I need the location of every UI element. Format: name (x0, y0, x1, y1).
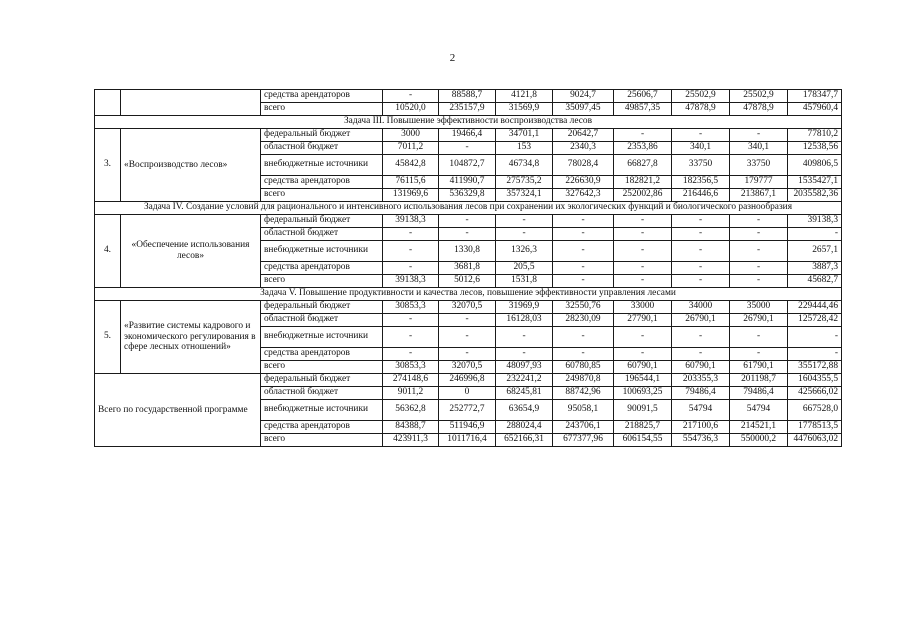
amount-cell: 3887,3 (788, 262, 842, 275)
amount-cell: - (383, 314, 439, 327)
amount-cell: 229444,46 (788, 301, 842, 314)
amount-cell: 235157,9 (439, 103, 496, 116)
amount-cell: - (730, 327, 788, 348)
amount-cell: - (439, 142, 496, 155)
amount-cell: 182356,5 (672, 176, 730, 189)
funding-source: внебюджетные источники (261, 327, 383, 348)
amount-cell: 288024,4 (496, 421, 553, 434)
funding-source: областной бюджет (261, 314, 383, 327)
funding-source: всего (261, 189, 383, 202)
amount-cell: 274148,6 (383, 374, 439, 387)
amount-cell: 31569,9 (496, 103, 553, 116)
amount-cell: - (439, 348, 496, 361)
amount-cell: 550000,2 (730, 434, 788, 447)
amount-cell: 677377,96 (553, 434, 614, 447)
amount-cell: 104872,7 (439, 155, 496, 176)
funding-source: федеральный бюджет (261, 301, 383, 314)
amount-cell: 340,1 (672, 142, 730, 155)
amount-cell: - (672, 215, 730, 228)
amount-cell: 79486,4 (730, 387, 788, 400)
section-name: «Развитие системы кадрового и экономического регулирования в сфере лесных отношений» (121, 301, 261, 374)
amount-cell: 606154,55 (614, 434, 672, 447)
amount-cell: 1531,8 (496, 275, 553, 288)
amount-cell: - (553, 327, 614, 348)
amount-cell: - (496, 215, 553, 228)
amount-cell: 88742,96 (553, 387, 614, 400)
funding-source: внебюджетные источники (261, 400, 383, 421)
amount-cell: 88588,7 (439, 90, 496, 103)
budget-table (94, 89, 842, 447)
amount-cell: 652166,31 (496, 434, 553, 447)
amount-cell: 3000 (383, 129, 439, 142)
section-name-cell (121, 90, 261, 116)
amount-cell: 32070,5 (439, 361, 496, 374)
amount-cell: 411990,7 (439, 176, 496, 189)
task-title-row (95, 202, 842, 215)
amount-cell: 9011,2 (383, 387, 439, 400)
amount-cell: 246996,8 (439, 374, 496, 387)
amount-cell: 131969,6 (383, 189, 439, 202)
funding-source: всего (261, 361, 383, 374)
amount-cell: 217100,6 (672, 421, 730, 434)
amount-cell: - (672, 129, 730, 142)
amount-cell: 214521,1 (730, 421, 788, 434)
amount-cell: 39138,3 (788, 215, 842, 228)
amount-cell: 511946,9 (439, 421, 496, 434)
amount-cell: 203355,3 (672, 374, 730, 387)
amount-cell: 60780,85 (553, 361, 614, 374)
amount-cell: 33750 (672, 155, 730, 176)
funding-source: областной бюджет (261, 228, 383, 241)
amount-cell: 179777 (730, 176, 788, 189)
funding-source: всего (261, 434, 383, 447)
amount-cell: 68245,81 (496, 387, 553, 400)
amount-cell: - (383, 262, 439, 275)
task-title: Задача IV. Создание условий для рационального и интенсивного использования лесов при сохранении их экологических функций и биологического разнообразия (95, 202, 842, 215)
amount-cell: 34701,1 (496, 129, 553, 142)
amount-cell: 226630,9 (553, 176, 614, 189)
amount-cell: - (788, 327, 842, 348)
section-index: 5. (95, 301, 121, 374)
amount-cell: 1778513,5 (788, 421, 842, 434)
amount-cell: 218825,7 (614, 421, 672, 434)
page-number: 2 (449, 52, 456, 64)
amount-cell: - (788, 348, 842, 361)
amount-cell: 340,1 (730, 142, 788, 155)
amount-cell: 355172,88 (788, 361, 842, 374)
amount-cell: 1326,3 (496, 241, 553, 262)
amount-cell: 26790,1 (672, 314, 730, 327)
amount-cell: 3681,8 (439, 262, 496, 275)
funding-source: средства арендаторов (261, 348, 383, 361)
amount-cell: 25502,9 (730, 90, 788, 103)
amount-cell: 4121,8 (496, 90, 553, 103)
amount-cell: - (383, 90, 439, 103)
amount-cell: 33000 (614, 301, 672, 314)
amount-cell: 46734,8 (496, 155, 553, 176)
amount-cell: 409806,5 (788, 155, 842, 176)
amount-cell: 2353,86 (614, 142, 672, 155)
amount-cell: - (614, 348, 672, 361)
amount-cell: 2035582,36 (788, 189, 842, 202)
section-name: «Обеспечение использования лесов» (121, 215, 261, 288)
amount-cell: 243706,1 (553, 421, 614, 434)
funding-source: федеральный бюджет (261, 129, 383, 142)
amount-cell: 25606,7 (614, 90, 672, 103)
funding-source: федеральный бюджет (261, 215, 383, 228)
amount-cell: 45682,7 (788, 275, 842, 288)
amount-cell: 457960,4 (788, 103, 842, 116)
amount-cell: - (383, 228, 439, 241)
amount-cell: 10520,0 (383, 103, 439, 116)
amount-cell: 60790,1 (614, 361, 672, 374)
amount-cell: - (439, 314, 496, 327)
amount-cell: - (553, 275, 614, 288)
amount-cell: - (439, 228, 496, 241)
amount-cell: 60790,1 (672, 361, 730, 374)
amount-cell: - (730, 215, 788, 228)
amount-cell: 536329,8 (439, 189, 496, 202)
amount-cell: - (553, 241, 614, 262)
table-row (95, 90, 842, 103)
amount-cell: 76115,6 (383, 176, 439, 189)
amount-cell: 196544,1 (614, 374, 672, 387)
amount-cell: 35097,45 (553, 103, 614, 116)
amount-cell: 1535427,1 (788, 176, 842, 189)
amount-cell: 63654,9 (496, 400, 553, 421)
amount-cell: 252772,7 (439, 400, 496, 421)
amount-cell: 5012,6 (439, 275, 496, 288)
amount-cell: 27790,1 (614, 314, 672, 327)
amount-cell: 90091,5 (614, 400, 672, 421)
amount-cell: - (439, 215, 496, 228)
amount-cell: 54794 (672, 400, 730, 421)
amount-cell: 16128,03 (496, 314, 553, 327)
table-row (95, 374, 842, 387)
section-index: 3. (95, 129, 121, 202)
amount-cell: - (672, 262, 730, 275)
amount-cell: 30853,3 (383, 361, 439, 374)
amount-cell: 49857,35 (614, 103, 672, 116)
amount-cell: - (383, 241, 439, 262)
amount-cell: 32070,5 (439, 301, 496, 314)
amount-cell: 32550,76 (553, 301, 614, 314)
section-name: «Воспроизводство лесов» (121, 129, 261, 202)
amount-cell: - (553, 228, 614, 241)
amount-cell: 2657,1 (788, 241, 842, 262)
amount-cell: - (730, 275, 788, 288)
funding-source: средства арендаторов (261, 176, 383, 189)
amount-cell: - (672, 241, 730, 262)
amount-cell: 178347,7 (788, 90, 842, 103)
amount-cell: - (553, 348, 614, 361)
amount-cell: 20642,7 (553, 129, 614, 142)
funding-source: средства арендаторов (261, 421, 383, 434)
amount-cell: 39138,3 (383, 215, 439, 228)
amount-cell: 84388,7 (383, 421, 439, 434)
table-row (95, 129, 842, 142)
amount-cell: 249870,8 (553, 374, 614, 387)
amount-cell: 667528,0 (788, 400, 842, 421)
section-index: 4. (95, 215, 121, 288)
amount-cell: 216446,6 (672, 189, 730, 202)
task-title-row (95, 116, 842, 129)
table-row (95, 301, 842, 314)
amount-cell: 47878,9 (730, 103, 788, 116)
funding-source: федеральный бюджет (261, 374, 383, 387)
amount-cell: - (672, 348, 730, 361)
amount-cell: 78028,4 (553, 155, 614, 176)
amount-cell: - (730, 241, 788, 262)
amount-cell: - (553, 262, 614, 275)
amount-cell: 66827,8 (614, 155, 672, 176)
amount-cell: 54794 (730, 400, 788, 421)
amount-cell: - (383, 327, 439, 348)
amount-cell: 28230,09 (553, 314, 614, 327)
amount-cell: 9024,7 (553, 90, 614, 103)
amount-cell: 232241,2 (496, 374, 553, 387)
amount-cell: - (614, 262, 672, 275)
amount-cell: - (496, 348, 553, 361)
amount-cell: 1604355,5 (788, 374, 842, 387)
task-title-row (95, 288, 842, 301)
amount-cell: 39138,3 (383, 275, 439, 288)
amount-cell: 31969,9 (496, 301, 553, 314)
amount-cell: - (788, 228, 842, 241)
amount-cell: 100693,25 (614, 387, 672, 400)
amount-cell: 7011,2 (383, 142, 439, 155)
amount-cell: - (553, 215, 614, 228)
amount-cell: 95058,1 (553, 400, 614, 421)
amount-cell: 327642,3 (553, 189, 614, 202)
amount-cell: 275735,2 (496, 176, 553, 189)
task-title: Задача V. Повышение продуктивности и качества лесов, повышение эффективности управления лесами (95, 288, 842, 301)
amount-cell: 357324,1 (496, 189, 553, 202)
amount-cell: 423911,3 (383, 434, 439, 447)
amount-cell: - (672, 327, 730, 348)
amount-cell: - (614, 275, 672, 288)
amount-cell: 61790,1 (730, 361, 788, 374)
amount-cell: - (439, 327, 496, 348)
amount-cell: 4476063,02 (788, 434, 842, 447)
amount-cell: 33750 (730, 155, 788, 176)
amount-cell: 1011716,4 (439, 434, 496, 447)
amount-cell: 2340,3 (553, 142, 614, 155)
amount-cell: 79486,4 (672, 387, 730, 400)
amount-cell: - (614, 129, 672, 142)
total-label: Всего по государственной программе (95, 374, 261, 447)
amount-cell: - (672, 228, 730, 241)
amount-cell: - (672, 275, 730, 288)
amount-cell: 554736,3 (672, 434, 730, 447)
amount-cell: - (730, 228, 788, 241)
funding-source: средства арендаторов (261, 262, 383, 275)
amount-cell: 77810,2 (788, 129, 842, 142)
amount-cell: 30853,3 (383, 301, 439, 314)
amount-cell: - (730, 129, 788, 142)
amount-cell: 125728,42 (788, 314, 842, 327)
table-row (95, 215, 842, 228)
amount-cell: 19466,4 (439, 129, 496, 142)
amount-cell: - (614, 327, 672, 348)
funding-source: всего (261, 275, 383, 288)
funding-source: средства арендаторов (261, 90, 383, 103)
amount-cell: 45842,8 (383, 155, 439, 176)
amount-cell: - (730, 348, 788, 361)
amount-cell: - (730, 262, 788, 275)
amount-cell: 201198,7 (730, 374, 788, 387)
amount-cell: - (614, 241, 672, 262)
task-title: Задача III. Повышение эффективности воспроизводства лесов (95, 116, 842, 129)
amount-cell: 25502,9 (672, 90, 730, 103)
amount-cell: 35000 (730, 301, 788, 314)
amount-cell: 34000 (672, 301, 730, 314)
amount-cell: 48097,93 (496, 361, 553, 374)
funding-source: областной бюджет (261, 387, 383, 400)
amount-cell: - (383, 348, 439, 361)
amount-cell: 205,5 (496, 262, 553, 275)
amount-cell: 425666,02 (788, 387, 842, 400)
amount-cell: 153 (496, 142, 553, 155)
amount-cell: 26790,1 (730, 314, 788, 327)
section-index-cell (95, 90, 121, 116)
amount-cell: 56362,8 (383, 400, 439, 421)
amount-cell: 213867,1 (730, 189, 788, 202)
funding-source: внебюджетные источники (261, 241, 383, 262)
amount-cell: - (496, 327, 553, 348)
amount-cell: 47878,9 (672, 103, 730, 116)
amount-cell: - (614, 215, 672, 228)
amount-cell: 1330,8 (439, 241, 496, 262)
amount-cell: 0 (439, 387, 496, 400)
amount-cell: 182821,2 (614, 176, 672, 189)
funding-source: областной бюджет (261, 142, 383, 155)
funding-source: всего (261, 103, 383, 116)
amount-cell: 12538,56 (788, 142, 842, 155)
amount-cell: - (614, 228, 672, 241)
amount-cell: 252002,86 (614, 189, 672, 202)
amount-cell: - (496, 228, 553, 241)
funding-source: внебюджетные источники (261, 155, 383, 176)
